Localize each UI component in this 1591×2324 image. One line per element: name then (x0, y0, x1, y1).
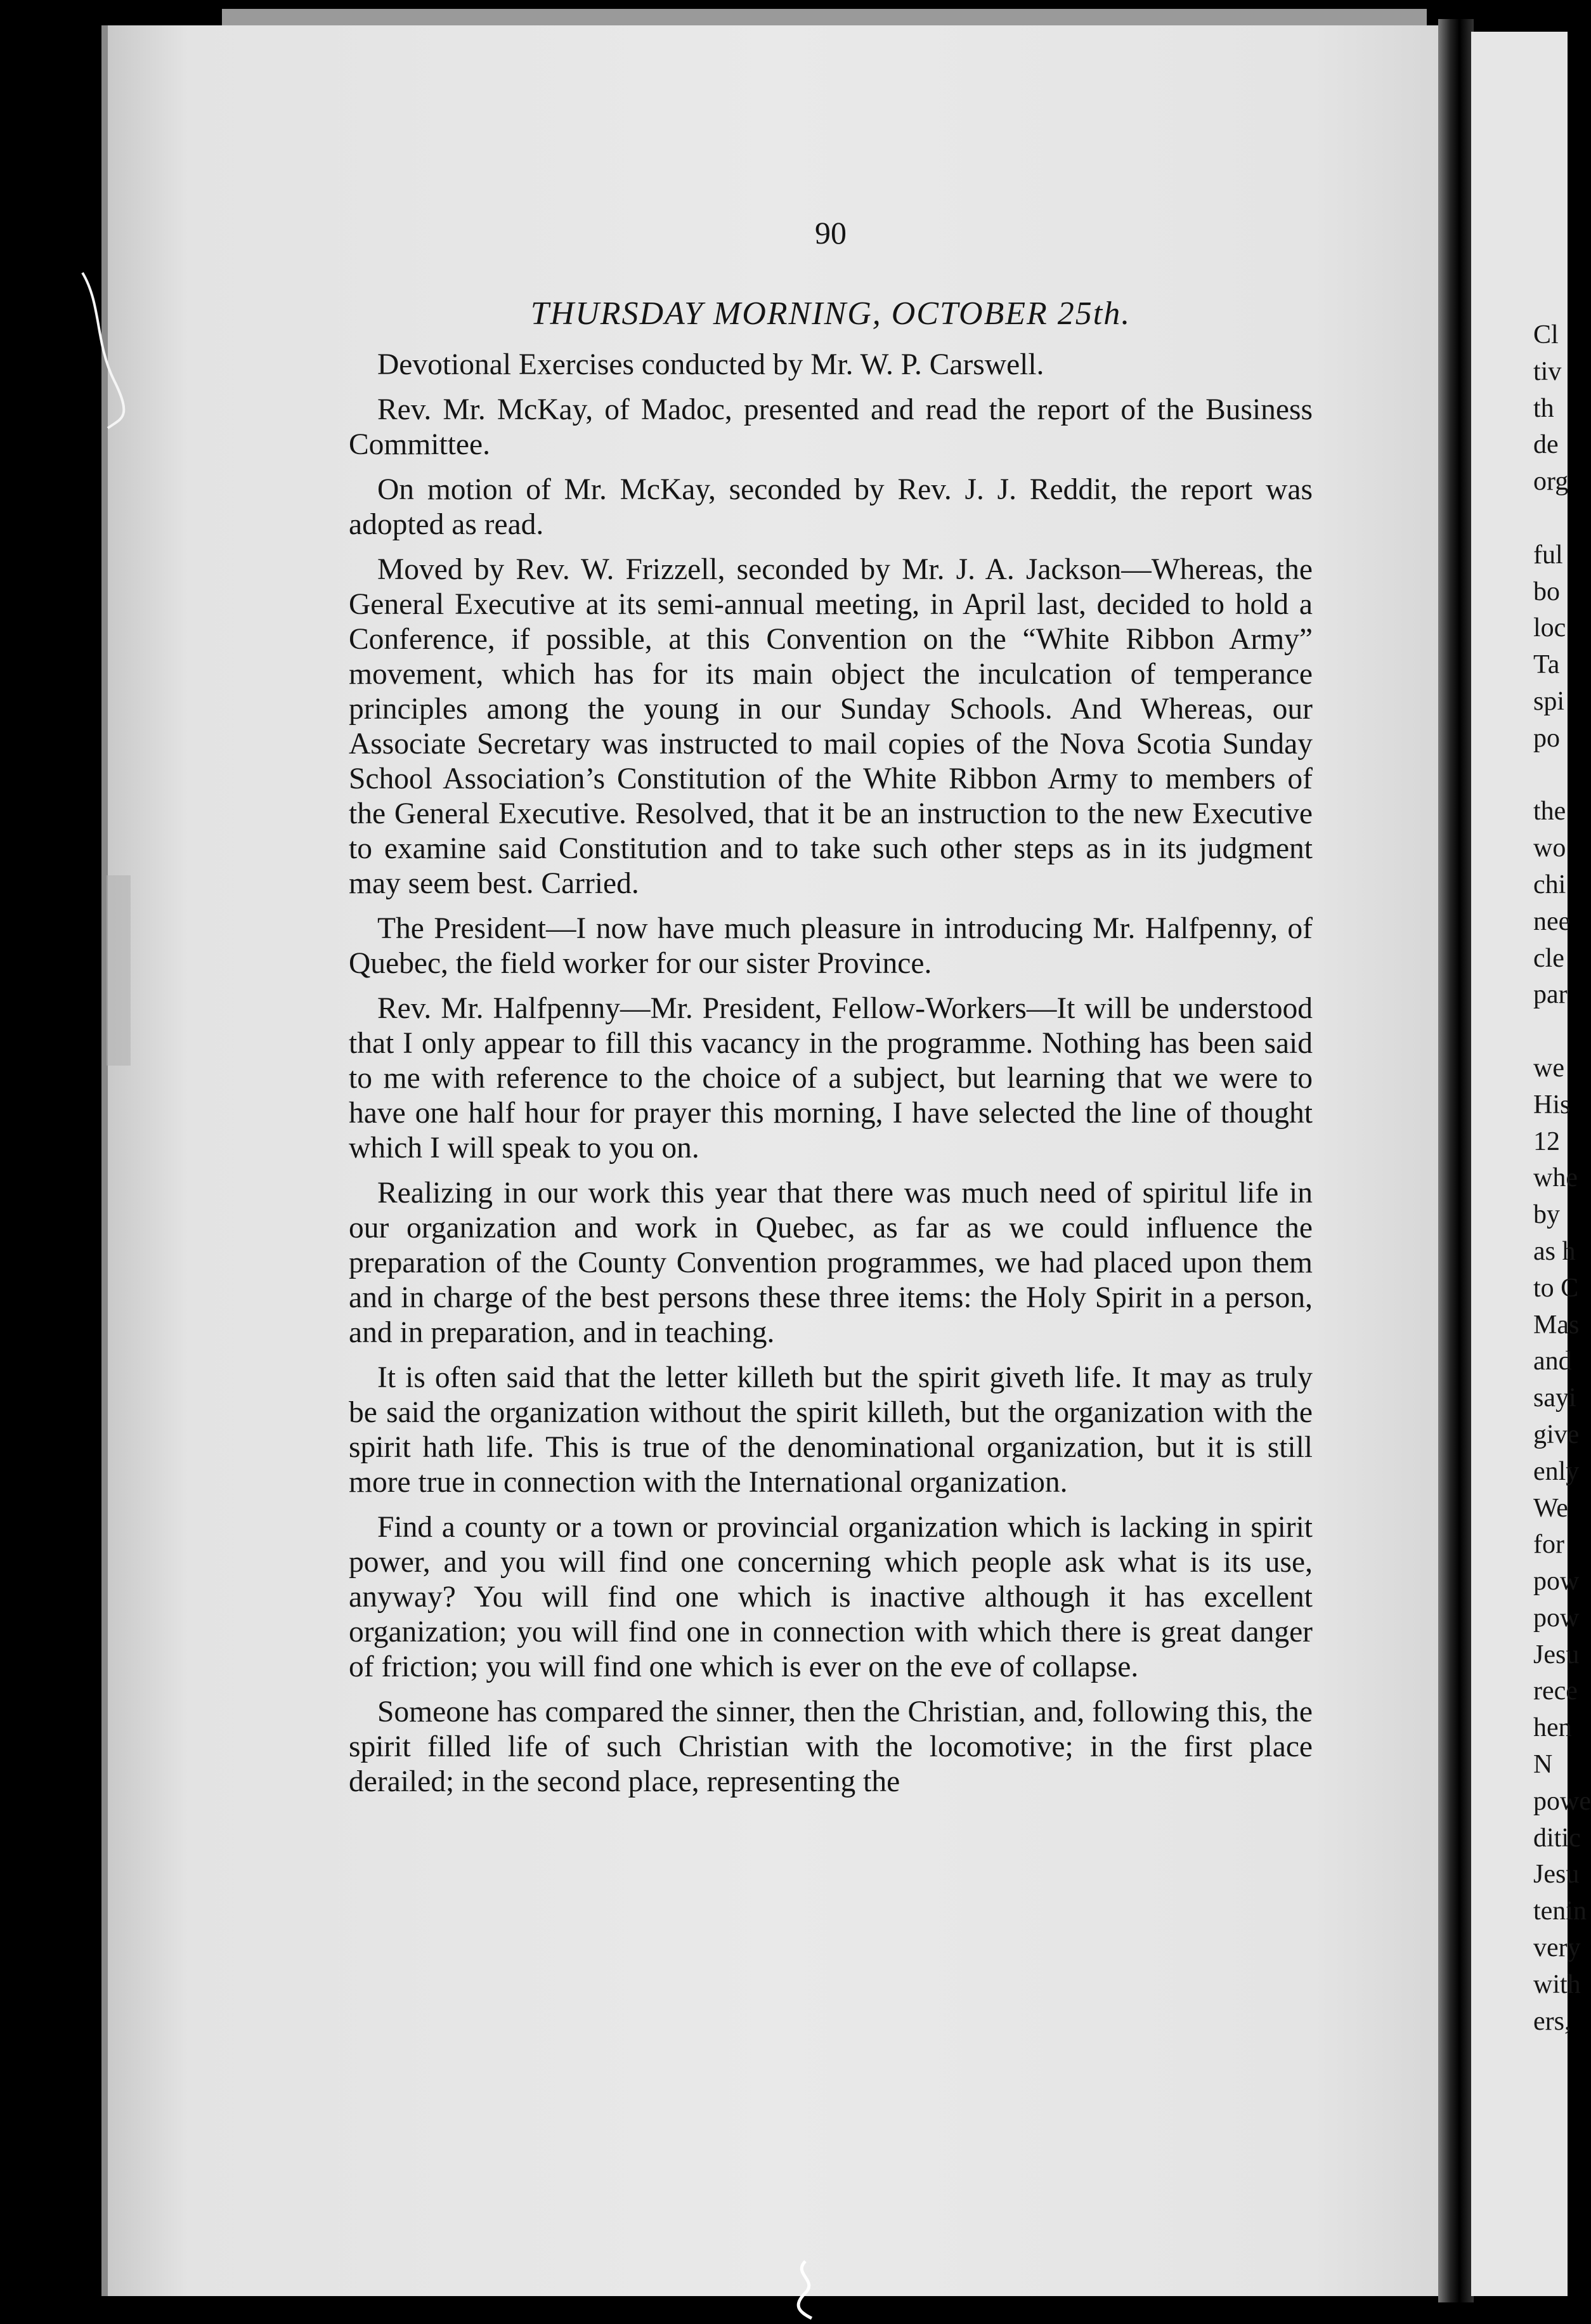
right-page-line: for (1533, 1530, 1564, 1560)
right-page-line (1533, 1014, 1568, 1050)
paragraph-6: Rev. Mr. Halfpenny—Mr. President, Fellow-Workers—It will be understood that I only appear to fill this vacancy in the programme. Nothing has been said to me with reference to the choice of a subject, but learning that we were to have one half hour for prayer this morning, I have selected the line of thought which I will speak to you on. (349, 992, 1313, 1165)
paragraph-10: Someone has compared the sinner, then the Christian, and, following this, the spirit filled life of such Christian with the locomotive; in the first place derailed; in the second place, representing the (349, 1695, 1313, 1798)
paragraph-8: It is often said that the letter killeth but the spirit giveth life. It may as truly be said the organization without the spirit killeth, but the organization with the spirit hath life. This is true of the denominational organization, but it is still more true in connection with the International organization. (349, 1361, 1313, 1499)
right-page-line: by (1533, 1200, 1560, 1230)
paragraph-1: Devotional Exercises conducted by Mr. W. P. Carswell. (377, 348, 1044, 381)
right-page-line: hen (1533, 1713, 1572, 1743)
right-page-line: whe (1533, 1163, 1578, 1193)
right-page-line: tenin (1533, 1896, 1587, 1926)
right-page-line: org (1533, 467, 1569, 497)
right-page-line: loc (1533, 613, 1566, 643)
right-page-line: the (1533, 797, 1566, 826)
book-gutter (1438, 19, 1474, 2302)
right-page-line: chi (1533, 870, 1566, 899)
right-page-line: Cl (1533, 320, 1559, 349)
right-page-line: We (1533, 1493, 1568, 1523)
right-page-line: Ta (1533, 650, 1560, 680)
right-page-line: sayi (1533, 1383, 1576, 1413)
right-page-line: His (1533, 1090, 1571, 1120)
right-page-line: as h (1533, 1236, 1576, 1266)
right-page-line: pow (1533, 1567, 1580, 1596)
right-page-line: 12 (1533, 1126, 1560, 1156)
right-page-line: cle (1533, 943, 1564, 973)
right-page-line: spi (1533, 686, 1565, 716)
right-page-line: th (1533, 393, 1554, 423)
paragraph-9: Find a county or a town or provincial organization which is lacking in spirit power, and you will find one concerning which people ask what is its use, anyway? You will find one which is inactive although it has excellent organization; you will find one in connection with which there is great danger of friction; you will find one which is ever on the eve of collapse. (349, 1511, 1313, 1683)
right-page-line: with (1533, 1969, 1581, 1999)
page-text (349, 216, 1313, 1810)
right-page-line: give (1533, 1420, 1580, 1449)
right-page-line: Jesu (1533, 1860, 1580, 1890)
page-number: 90 (815, 215, 847, 251)
paragraph-4: Moved by Rev. W. Frizzell, seconded by Mr. J. A. Jackson—Whereas, the General Executive at its semi-annual meeting, in April last, decided to hold a Conference, if possible, at this Convention on the “White Ribbon Army” movement, which has for its main object the inculcation of temperance principles among the young in our Sunday Schools. And Whereas, our Associate Secretary was instructed to mail copies of the Nova Scotia Sunday School Association’s Constitution of the White Ribbon Army to members of the General Executive. Resolved, that it be an instruction to the new Executive to examine said Constitution and to take such other steps as in its judgment may seem best. Carried. (349, 553, 1313, 900)
right-page-line: to C (1533, 1273, 1579, 1303)
right-page-line: bo (1533, 577, 1560, 606)
bottom-scratch-mark (786, 2258, 831, 2321)
right-page-line: ful (1533, 540, 1563, 570)
paragraph-2: Rev. Mr. McKay, of Madoc, presented and read the report of the Business Committee. (349, 393, 1313, 461)
right-page-line: Mas (1533, 1310, 1580, 1340)
right-page-line: Jesu (1533, 1640, 1580, 1669)
right-page-line: enly (1533, 1456, 1580, 1486)
right-page-line: wo (1533, 833, 1566, 863)
right-page-line: ers, (1533, 2006, 1571, 2036)
right-page-line: par (1533, 980, 1568, 1010)
right-page-line: N (1533, 1750, 1553, 1780)
paragraph-5: The President—I now have much pleasure in introducing Mr. Halfpenny, of Quebec, the field worker for our sister Province. (349, 912, 1313, 980)
margin-scratch-mark (76, 266, 127, 431)
right-page-line: we (1533, 1053, 1564, 1083)
right-page-line: tiv (1533, 356, 1562, 386)
section-heading: THURSDAY MORNING, OCTOBER 25th. (530, 296, 1131, 332)
right-page-line: very (1533, 1933, 1581, 1963)
right-page-line: pow (1533, 1603, 1580, 1633)
right-page-line: ditic (1533, 1823, 1581, 1853)
right-page-text-fragments (1533, 317, 1591, 2040)
right-page-line (1533, 757, 1568, 794)
right-page-line: powe (1533, 1786, 1591, 1816)
right-page-line: de (1533, 430, 1559, 460)
paragraph-3: On motion of Mr. McKay, seconded by Rev. J. J. Reddit, the report was adopted as read. (349, 473, 1313, 541)
margin-stain (107, 875, 131, 1066)
right-page-line: rece (1533, 1676, 1578, 1706)
right-page-line: po (1533, 723, 1560, 753)
right-page-line (1533, 500, 1568, 537)
right-page-line: nee (1533, 906, 1571, 936)
paragraph-7: Realizing in our work this year that there was much need of spiritul life in our organization and work in Quebec, as far as we could influence the preparation of the County Convention programmes, we had placed upon them and in charge of the best persons these three items: the Holy Spirit in a person, and in preparation, and in teaching. (349, 1177, 1313, 1349)
right-page-line: and (1533, 1347, 1572, 1376)
